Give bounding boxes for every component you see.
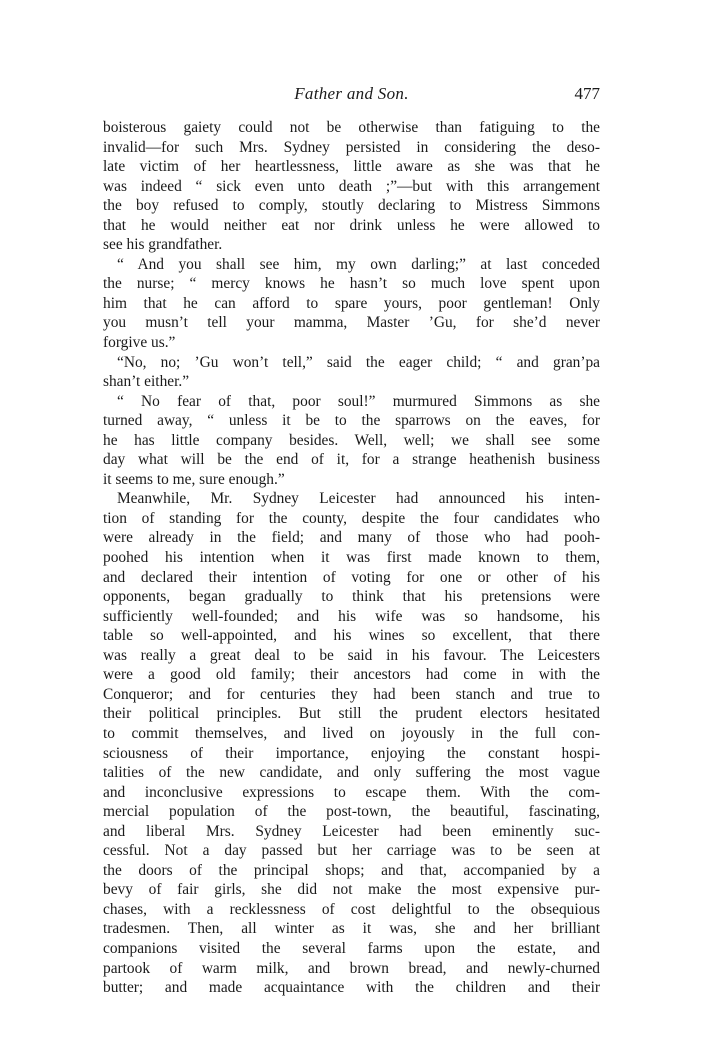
text-line: “No, no; ’Gu won’t tell,” said the eager child; “ and gran’pa <box>117 353 600 371</box>
text-line: he has little company besides. Well, well; we shall see some <box>103 431 600 449</box>
text-line: chases, with a recklessness of cost delightful to the obsequious <box>103 900 600 918</box>
text-line: poohed his intention when it was first made known to them, <box>103 549 600 567</box>
running-head <box>103 84 600 108</box>
text-line: Meanwhile, Mr. Sydney Leicester had announced his inten- <box>117 490 600 508</box>
text-line: tion of standing for the county, despite the four candidates who <box>103 509 600 527</box>
text-line: the nurse; “ mercy knows he hasn’t so much love spent upon <box>103 275 600 293</box>
running-title: Father and Son. <box>294 84 409 103</box>
text-line: “ No fear of that, poor soul!” murmured Simmons as she <box>117 392 600 410</box>
text-line: sufficiently well-founded; and his wife was so handsome, his <box>103 607 600 625</box>
text-line: and inconclusive expressions to escape them. With the com- <box>103 783 600 801</box>
text-line: tradesmen. Then, all winter as it was, she and her brilliant <box>103 920 600 938</box>
text-line: butter; and made acquaintance with the children and their <box>103 979 600 997</box>
text-line: were a good old family; their ancestors had come in with the <box>103 666 600 684</box>
text-line: late victim of her heartlessness, little aware as she was that he <box>103 158 600 176</box>
text-line: it seems to me, sure enough.” <box>103 470 285 488</box>
text-line: forgive us.” <box>103 334 176 352</box>
text-line: bevy of fair girls, she did not make the most expensive pur- <box>103 881 600 899</box>
text-line: the doors of the principal shops; and that, accompanied by a <box>103 861 600 879</box>
text-line: was really a great deal to be said in his favour. The Leicesters <box>103 646 600 664</box>
text-line: see his grandfather. <box>103 236 223 254</box>
text-line: were already in the field; and many of those who had pooh- <box>103 529 600 547</box>
text-line: that he would neither eat nor drink unless he were allowed to <box>103 216 600 234</box>
text-line: to commit themselves, and lived on joyously in the full con- <box>103 724 600 742</box>
text-line: him that he can afford to spare yours, poor gentleman! Only <box>103 294 600 312</box>
text-line: their political principles. But still the prudent electors hesitated <box>103 705 600 723</box>
text-line: turned away, “ unless it be to the sparrows on the eaves, for <box>103 412 600 430</box>
text-line: shan’t either.” <box>103 373 190 391</box>
text-line: partook of warm milk, and brown bread, and newly-churned <box>103 959 600 977</box>
text-line: companions visited the several farms upon the estate, and <box>103 939 600 957</box>
text-line: mercial population of the post-town, the beautiful, fascinating, <box>103 803 600 821</box>
text-line: you musn’t tell your mamma, Master ’Gu, for she’d never <box>103 314 600 332</box>
text-line: and liberal Mrs. Sydney Leicester had been eminently suc- <box>103 822 600 840</box>
text-line: sciousness of their importance, enjoying the constant hospi- <box>103 744 600 762</box>
text-line: was indeed “ sick even unto death ;”—but with this arrangement <box>103 177 600 195</box>
text-line: talities of the new candidate, and only suffering the most vague <box>103 764 600 782</box>
text-line: boisterous gaiety could not be otherwise than fatiguing to the <box>103 119 600 136</box>
page-number: 477 <box>574 84 600 103</box>
text-line: the boy refused to comply, stoutly declaring to Mistress Simmons <box>103 197 600 215</box>
text-line: “ And you shall see him, my own darling;” at last conceded <box>117 255 600 273</box>
text-line: and declared their intention of voting for one or other of his <box>103 568 600 586</box>
text-line: table so well-appointed, and his wines so excellent, that there <box>103 627 600 645</box>
text-line: day what will be the end of it, for a strange heathenish business <box>103 451 600 469</box>
text-line: invalid—for such Mrs. Sydney persisted in considering the deso- <box>103 138 600 156</box>
body-text <box>103 118 600 998</box>
text-line: cessful. Not a day passed but her carriage was to be seen at <box>103 842 600 860</box>
text-line: opponents, began gradually to think that his pretensions were <box>103 588 600 606</box>
text-line: Conqueror; and for centuries they had been stanch and true to <box>103 685 600 703</box>
